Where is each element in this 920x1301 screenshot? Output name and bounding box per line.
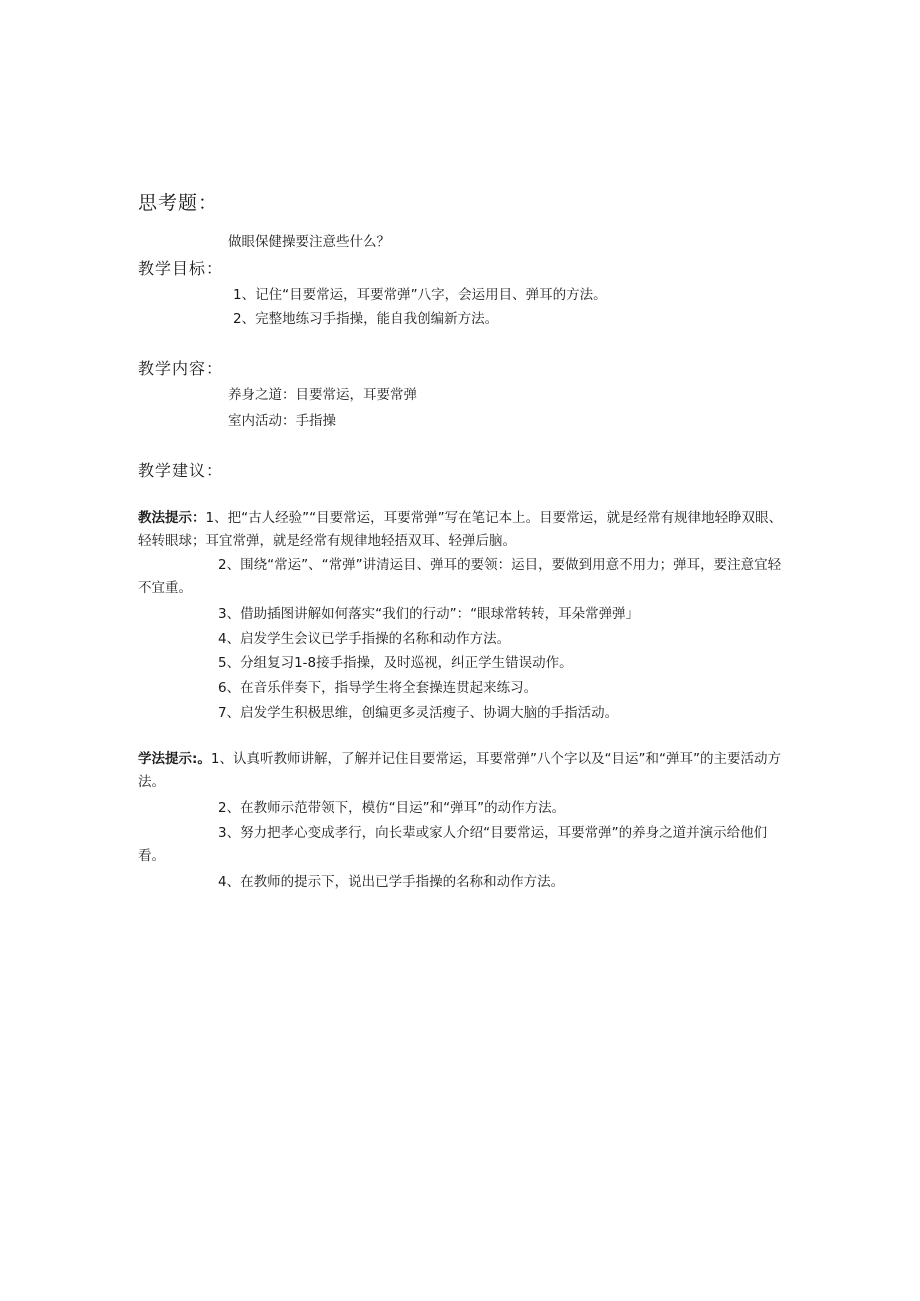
thinking-question: 做眼保健操要注意些什么？ [228,234,390,250]
teaching-tip-2: 2、围绕“常运”、“常弹”讲清运目、弹耳的要领：运目，要做到用意不用力；弹耳，要注意宜轻不宜重。 [138,557,782,596]
learning-tip-1 [138,748,784,794]
thinking-heading: 思考题： [138,192,219,214]
content-item: 室内活动：手指操 [228,413,336,429]
teaching-tip-text: 1、把“古人经验”“目要常运，耳要常弹”写在笔记本上。目要常运，就是经常有规律地轻睁双眼、轻转眼球；耳宜常弹，就是经常有规律地轻捂双耳、轻弹后脑。 [138,510,783,549]
learning-tips-label: 学法提示:。 [138,751,211,767]
content-heading: 教学内容： [138,359,224,378]
teaching-tip-7: 7、启发学生积极思维，创编更多灵活瘦子、协调大脑的手指活动。 [218,705,619,721]
learning-tip-4: 4、在教师的提示下，说出已学手指操的名称和动作方法。 [218,874,565,890]
suggestions-heading: 教学建议： [138,461,224,480]
content-item: 养身之道：目要常运，耳要常弹 [228,387,417,403]
teaching-tip-5: 5、分组复习1-8接手指操，及时巡视，纠正学生错误动作。 [218,655,573,671]
teaching-tip-6: 6、在音乐伴奏下，指导学生将全套操连贯起来练习。 [218,680,538,696]
teaching-tips-label: 教法提示： [138,510,206,526]
teaching-tip-4: 4、启发学生会议已学手指操的名称和动作方法。 [218,631,511,647]
goals-heading: 教学目标： [138,259,224,278]
goal-item: 2、完整地练习手指操，能自我创编新方法。 [233,311,499,327]
learning-tip-text: 1、认真听教师讲解，了解并记住目要常运，耳要常弹”八个字以及“目运”和“弹耳”的主要活动方法。 [138,751,781,790]
learning-tip-3: 3、努力把孝心变成孝行，向长辈或家人介绍“目要常运，耳要常弹”的养身之道并演示给他们看。 [138,825,768,864]
goal-item: 1、记住“目要常运，耳要常弹”八字，会运用目、弹耳的方法。 [233,287,607,303]
teaching-tip-1 [138,507,784,553]
learning-tip-2: 2、在教师示范带领下，模仿“目运”和“弹耳”的动作方法。 [218,800,566,816]
teaching-tip-3: 3、借助插图讲解如何落实“我们的行动”：“眼球常转转，耳朵常弹弹」 [218,606,640,622]
